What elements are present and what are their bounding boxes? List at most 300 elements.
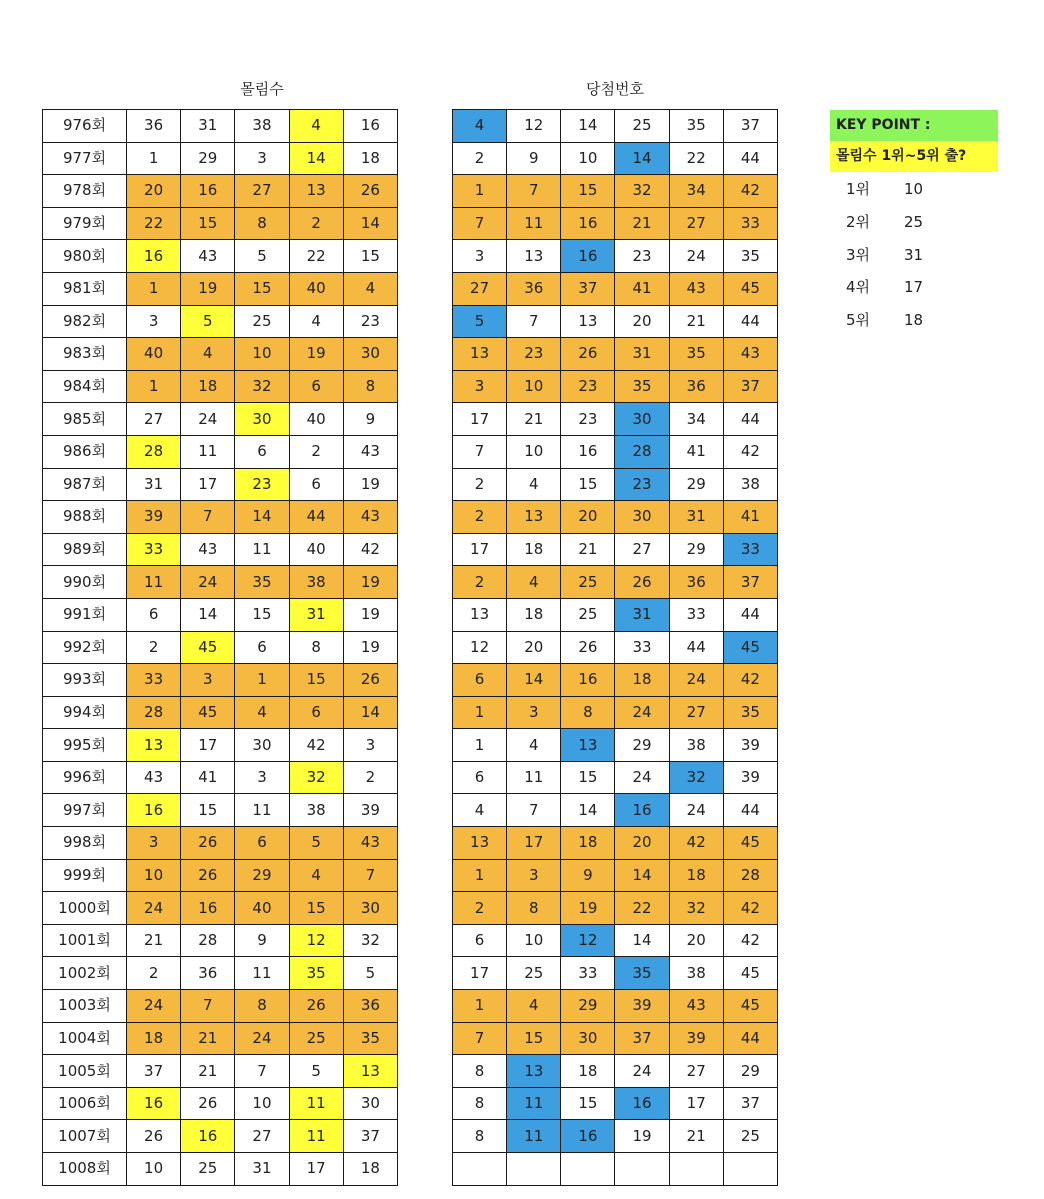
crowded-number-cell: 28	[127, 435, 181, 468]
crowded-number-cell: 18	[343, 1153, 397, 1186]
crowded-number-cell: 1	[127, 272, 181, 305]
winning-number-cell: 33	[615, 631, 669, 664]
winning-number-cell: 4	[453, 110, 507, 143]
table-row	[453, 338, 778, 371]
crowded-number-cell: 11	[235, 794, 289, 827]
crowded-number-cell: 11	[289, 1120, 343, 1153]
winning-number-cell: 10	[507, 924, 561, 957]
winning-number-cell: 1	[453, 729, 507, 762]
winning-number-cell: 2	[453, 468, 507, 501]
table-row	[453, 924, 778, 957]
winning-number-cell: 17	[453, 533, 507, 566]
winning-number-cell: 7	[453, 435, 507, 468]
winning-number-cell: 45	[723, 827, 777, 860]
winning-number-cell: 5	[453, 305, 507, 338]
winning-number-cell: 44	[723, 403, 777, 436]
winning-number-cell: 26	[561, 631, 615, 664]
table-row	[453, 110, 778, 143]
crowded-number-cell: 40	[235, 892, 289, 925]
table-row	[43, 598, 398, 631]
winning-number-cell: 16	[615, 794, 669, 827]
table-row	[43, 664, 398, 697]
winning-number-cell: 29	[669, 468, 723, 501]
winning-number-cell: 25	[507, 957, 561, 990]
crowded-number-cell: 9	[343, 403, 397, 436]
round-label: 1003회	[43, 990, 127, 1023]
winning-number-cell: 29	[669, 533, 723, 566]
crowded-number-cell: 39	[127, 501, 181, 534]
table-row	[453, 435, 778, 468]
winning-number-cell: 7	[507, 305, 561, 338]
crowded-number-cell: 24	[181, 566, 235, 599]
crowded-number-cell: 4	[289, 110, 343, 143]
winning-number-cell: 39	[615, 990, 669, 1023]
table-row	[453, 598, 778, 631]
crowded-number-cell: 23	[235, 468, 289, 501]
table-row	[453, 631, 778, 664]
winning-number-cell: 18	[561, 1055, 615, 1088]
winning-number-cell: 42	[723, 892, 777, 925]
crowded-number-cell: 8	[289, 631, 343, 664]
crowded-number-cell: 20	[127, 175, 181, 208]
winning-number-cell: 18	[507, 533, 561, 566]
crowded-number-cell: 10	[127, 859, 181, 892]
winning-number-cell: 35	[669, 338, 723, 371]
round-label: 979회	[43, 207, 127, 240]
table-row	[43, 566, 398, 599]
winning-number-cell: 25	[561, 598, 615, 631]
round-label: 987회	[43, 468, 127, 501]
table-row	[453, 370, 778, 403]
round-label: 988회	[43, 501, 127, 534]
crowded-number-cell: 43	[127, 761, 181, 794]
winning-number-cell: 33	[723, 533, 777, 566]
crowded-number-cell: 5	[343, 957, 397, 990]
crowded-number-cell: 15	[235, 598, 289, 631]
winning-number-cell: 30	[561, 1022, 615, 1055]
winning-number-cell	[615, 1153, 669, 1186]
crowded-number-cell: 11	[181, 435, 235, 468]
crowded-number-cell: 37	[343, 1120, 397, 1153]
crowded-number-cell: 16	[181, 1120, 235, 1153]
table-row	[453, 859, 778, 892]
winning-number-cell: 44	[723, 598, 777, 631]
crowded-number-cell: 2	[343, 761, 397, 794]
winning-number-cell	[561, 1153, 615, 1186]
crowded-number-cell: 35	[289, 957, 343, 990]
winning-number-cell: 10	[507, 435, 561, 468]
winning-number-cell: 22	[669, 142, 723, 175]
winning-number-cell: 26	[561, 338, 615, 371]
winning-number-cell: 2	[453, 566, 507, 599]
winning-number-cell: 7	[507, 794, 561, 827]
winning-number-cell: 16	[561, 664, 615, 697]
crowded-number-cell: 31	[289, 598, 343, 631]
crowded-number-cell: 14	[181, 598, 235, 631]
winning-number-cell: 17	[453, 403, 507, 436]
winning-number-cell: 23	[615, 468, 669, 501]
round-label: 1000회	[43, 892, 127, 925]
crowded-number-cell: 14	[343, 696, 397, 729]
crowded-number-cell: 7	[181, 501, 235, 534]
winning-number-cell: 16	[561, 1120, 615, 1153]
rank-label: 3위	[846, 245, 871, 264]
table-row	[43, 990, 398, 1023]
winning-number-cell: 9	[561, 859, 615, 892]
winning-number-cell: 44	[669, 631, 723, 664]
winning-number-cell: 6	[453, 761, 507, 794]
winning-number-cell: 3	[507, 859, 561, 892]
winning-number-cell: 4	[507, 990, 561, 1023]
table-row	[453, 1055, 778, 1088]
crowded-number-cell: 26	[181, 827, 235, 860]
key-point-subtitle: 몰림수 1위~5위 출?	[830, 141, 998, 172]
winning-number-cell: 24	[669, 794, 723, 827]
winning-number-cell: 36	[669, 566, 723, 599]
crowded-number-cell: 19	[343, 566, 397, 599]
crowded-number-cell: 1	[127, 370, 181, 403]
table-row	[453, 696, 778, 729]
crowded-number-cell: 18	[181, 370, 235, 403]
winning-number-cell: 29	[723, 1055, 777, 1088]
winning-number-cell: 11	[507, 1087, 561, 1120]
winning-number-cell: 42	[669, 827, 723, 860]
winning-number-cell: 21	[669, 305, 723, 338]
crowded-number-cell: 22	[289, 240, 343, 273]
table-row	[453, 533, 778, 566]
winning-number-cell: 4	[507, 729, 561, 762]
winning-number-cell: 37	[723, 566, 777, 599]
crowded-number-cell: 16	[127, 794, 181, 827]
table-row	[453, 175, 778, 208]
winning-number-cell: 29	[615, 729, 669, 762]
winning-number-cell: 21	[615, 207, 669, 240]
rank-label: 5위	[846, 311, 871, 330]
winning-number-cell: 23	[561, 403, 615, 436]
crowded-number-cell: 27	[235, 1120, 289, 1153]
crowded-number-cell: 2	[289, 207, 343, 240]
crowded-number-cell: 3	[127, 305, 181, 338]
crowded-number-cell: 41	[181, 761, 235, 794]
winning-number-cell: 45	[723, 957, 777, 990]
winning-number-cell: 38	[723, 468, 777, 501]
crowded-number-cell: 21	[127, 924, 181, 957]
table-row	[43, 207, 398, 240]
table-row	[453, 892, 778, 925]
winning-number-cell: 14	[615, 859, 669, 892]
crowded-number-cell: 13	[289, 175, 343, 208]
table-row	[43, 403, 398, 436]
crowded-number-cell: 39	[343, 794, 397, 827]
round-label: 982회	[43, 305, 127, 338]
crowded-number-cell: 27	[127, 403, 181, 436]
crowded-numbers-table	[42, 109, 398, 1186]
winning-number-cell: 25	[723, 1120, 777, 1153]
table-row	[453, 468, 778, 501]
crowded-number-cell: 38	[235, 110, 289, 143]
round-label: 976회	[43, 110, 127, 143]
winning-number-cell: 25	[561, 566, 615, 599]
crowded-number-cell: 14	[343, 207, 397, 240]
crowded-number-cell: 8	[235, 990, 289, 1023]
crowded-number-cell: 11	[127, 566, 181, 599]
crowded-number-cell: 4	[181, 338, 235, 371]
winning-number-cell: 10	[561, 142, 615, 175]
table-row	[43, 272, 398, 305]
crowded-number-cell: 30	[235, 403, 289, 436]
winning-number-cell: 16	[561, 435, 615, 468]
winning-number-cell: 24	[615, 1055, 669, 1088]
crowded-number-cell: 3	[127, 827, 181, 860]
crowded-number-cell: 6	[127, 598, 181, 631]
table-row	[43, 859, 398, 892]
crowded-number-cell: 6	[289, 370, 343, 403]
winning-number-cell: 10	[507, 370, 561, 403]
crowded-number-cell: 17	[181, 729, 235, 762]
round-label: 993회	[43, 664, 127, 697]
winning-number-cell: 3	[453, 240, 507, 273]
crowded-number-cell: 10	[127, 1153, 181, 1186]
crowded-number-cell: 22	[127, 207, 181, 240]
crowded-number-cell: 36	[127, 110, 181, 143]
round-label: 996회	[43, 761, 127, 794]
winning-number-cell: 13	[507, 240, 561, 273]
crowded-number-cell: 11	[289, 1087, 343, 1120]
crowded-number-cell: 40	[127, 338, 181, 371]
table-row	[453, 761, 778, 794]
winning-number-cell: 31	[615, 338, 669, 371]
winning-number-cell: 35	[615, 957, 669, 990]
crowded-number-cell: 16	[127, 240, 181, 273]
crowded-number-cell: 30	[235, 729, 289, 762]
winning-number-cell: 24	[669, 240, 723, 273]
round-label: 1004회	[43, 1022, 127, 1055]
crowded-number-cell: 21	[181, 1055, 235, 1088]
winning-number-cell: 43	[723, 338, 777, 371]
table-row	[453, 240, 778, 273]
crowded-number-cell: 43	[181, 240, 235, 273]
crowded-number-cell: 23	[343, 305, 397, 338]
winning-number-cell: 44	[723, 305, 777, 338]
winning-number-cell: 45	[723, 631, 777, 664]
winning-number-cell: 4	[507, 566, 561, 599]
table-row	[43, 468, 398, 501]
crowded-number-cell: 17	[289, 1153, 343, 1186]
winning-number-cell: 18	[561, 827, 615, 860]
winning-number-cell: 20	[615, 827, 669, 860]
winning-number-cell: 27	[669, 1055, 723, 1088]
round-label: 983회	[43, 338, 127, 371]
winning-number-cell: 32	[669, 892, 723, 925]
round-label: 1007회	[43, 1120, 127, 1153]
winning-number-cell: 12	[507, 110, 561, 143]
crowded-number-cell: 24	[235, 1022, 289, 1055]
crowded-number-cell: 14	[235, 501, 289, 534]
winning-number-cell	[453, 1153, 507, 1186]
crowded-number-cell: 15	[235, 272, 289, 305]
round-label: 994회	[43, 696, 127, 729]
winning-number-cell: 29	[561, 990, 615, 1023]
table-row	[453, 827, 778, 860]
crowded-number-cell: 19	[343, 631, 397, 664]
crowded-number-cell: 16	[127, 1087, 181, 1120]
winning-number-cell: 16	[561, 207, 615, 240]
table-row	[43, 338, 398, 371]
winning-number-cell: 1	[453, 990, 507, 1023]
winning-number-cell: 41	[615, 272, 669, 305]
winning-number-cell: 8	[453, 1055, 507, 1088]
crowded-number-cell: 43	[343, 827, 397, 860]
rank-label: 1위	[846, 180, 871, 198]
table-row	[453, 305, 778, 338]
crowded-number-cell: 7	[343, 859, 397, 892]
table-row	[43, 696, 398, 729]
table-row	[453, 1120, 778, 1153]
winning-number-cell: 17	[507, 827, 561, 860]
crowded-number-cell: 36	[343, 990, 397, 1023]
crowded-number-cell: 16	[343, 110, 397, 143]
winning-number-cell: 35	[615, 370, 669, 403]
crowded-number-cell: 26	[181, 859, 235, 892]
round-label: 1008회	[43, 1153, 127, 1186]
crowded-number-cell: 18	[343, 142, 397, 175]
winning-number-cell: 15	[507, 1022, 561, 1055]
winning-number-cell: 12	[561, 924, 615, 957]
winning-number-cell: 33	[669, 598, 723, 631]
crowded-number-cell: 26	[127, 1120, 181, 1153]
crowded-number-cell: 19	[181, 272, 235, 305]
round-label: 992회	[43, 631, 127, 664]
crowded-number-cell: 30	[343, 338, 397, 371]
crowded-number-cell: 33	[127, 664, 181, 697]
ranking-item	[846, 309, 923, 330]
round-label: 990회	[43, 566, 127, 599]
rank-value: 25	[904, 212, 924, 231]
crowded-number-cell: 32	[289, 761, 343, 794]
crowded-number-cell: 37	[127, 1055, 181, 1088]
winning-number-cell: 19	[561, 892, 615, 925]
table-row	[453, 501, 778, 534]
crowded-number-cell: 15	[289, 892, 343, 925]
rank-value: 18	[904, 311, 924, 330]
winning-number-cell: 27	[453, 272, 507, 305]
crowded-number-cell: 26	[343, 175, 397, 208]
winning-number-cell: 13	[561, 729, 615, 762]
winning-number-cell: 43	[669, 272, 723, 305]
winning-number-cell: 8	[453, 1087, 507, 1120]
winning-number-cell: 37	[615, 1022, 669, 1055]
winning-number-cell: 45	[723, 272, 777, 305]
crowded-number-cell: 45	[181, 696, 235, 729]
winning-number-cell: 42	[723, 664, 777, 697]
table-row	[453, 207, 778, 240]
crowded-number-cell: 10	[235, 338, 289, 371]
round-label: 1002회	[43, 957, 127, 990]
crowded-number-cell: 42	[343, 533, 397, 566]
crowded-number-cell: 31	[235, 1153, 289, 1186]
rank-value: 17	[904, 278, 924, 297]
winning-number-cell: 28	[723, 859, 777, 892]
winning-number-cell: 39	[723, 761, 777, 794]
winning-number-cell: 27	[615, 533, 669, 566]
winning-number-cell: 43	[669, 990, 723, 1023]
crowded-number-cell: 10	[235, 1087, 289, 1120]
crowded-number-cell: 38	[289, 566, 343, 599]
winning-number-cell: 27	[669, 696, 723, 729]
table-row	[43, 142, 398, 175]
table-row	[453, 1087, 778, 1120]
right-table-title: 당첨번호	[586, 80, 644, 98]
winning-number-cell: 44	[723, 1022, 777, 1055]
winning-number-cell: 2	[453, 892, 507, 925]
winning-number-cell: 20	[561, 501, 615, 534]
winning-number-cell: 37	[723, 1087, 777, 1120]
winning-number-cell: 1	[453, 175, 507, 208]
winning-number-cell: 14	[615, 924, 669, 957]
crowded-number-cell: 28	[181, 924, 235, 957]
winning-number-cell: 36	[669, 370, 723, 403]
winning-number-cell: 13	[453, 598, 507, 631]
winning-number-cell: 32	[669, 761, 723, 794]
crowded-number-cell: 40	[289, 533, 343, 566]
crowded-number-cell: 5	[289, 1055, 343, 1088]
crowded-number-cell: 6	[235, 631, 289, 664]
table-row	[43, 729, 398, 762]
winning-number-cell: 45	[723, 990, 777, 1023]
winning-number-cell: 33	[723, 207, 777, 240]
round-label: 981회	[43, 272, 127, 305]
crowded-number-cell: 13	[127, 729, 181, 762]
crowded-number-cell: 6	[235, 827, 289, 860]
crowded-number-cell: 40	[289, 272, 343, 305]
winning-number-cell: 8	[507, 892, 561, 925]
crowded-number-cell: 5	[235, 240, 289, 273]
table-row	[43, 501, 398, 534]
winning-number-cell: 14	[561, 110, 615, 143]
winning-number-cell: 13	[507, 1055, 561, 1088]
table-row	[453, 566, 778, 599]
winning-number-cell: 1	[453, 696, 507, 729]
winning-number-cell: 42	[723, 924, 777, 957]
winning-number-cell: 38	[669, 957, 723, 990]
winning-number-cell: 26	[615, 566, 669, 599]
ranking-item	[846, 244, 923, 265]
crowded-number-cell: 3	[235, 142, 289, 175]
winning-number-cell: 14	[507, 664, 561, 697]
crowded-number-cell: 19	[343, 598, 397, 631]
winning-number-cell: 12	[453, 631, 507, 664]
crowded-number-cell: 3	[343, 729, 397, 762]
rank-value: 10	[904, 180, 924, 198]
crowded-number-cell: 43	[343, 435, 397, 468]
winning-number-cell: 23	[615, 240, 669, 273]
winning-number-cell: 20	[669, 924, 723, 957]
rank-value: 31	[904, 245, 924, 264]
winning-number-cell: 44	[723, 142, 777, 175]
winning-number-cell: 15	[561, 468, 615, 501]
winning-number-cell: 24	[615, 696, 669, 729]
crowded-number-cell: 8	[235, 207, 289, 240]
winning-number-cell: 15	[561, 175, 615, 208]
crowded-number-cell: 9	[235, 924, 289, 957]
winning-number-cell: 42	[723, 435, 777, 468]
crowded-number-cell: 26	[181, 1087, 235, 1120]
crowded-number-cell: 7	[235, 1055, 289, 1088]
winning-number-cell: 15	[561, 1087, 615, 1120]
winning-number-cell: 30	[615, 403, 669, 436]
crowded-number-cell: 24	[127, 892, 181, 925]
table-row	[43, 924, 398, 957]
